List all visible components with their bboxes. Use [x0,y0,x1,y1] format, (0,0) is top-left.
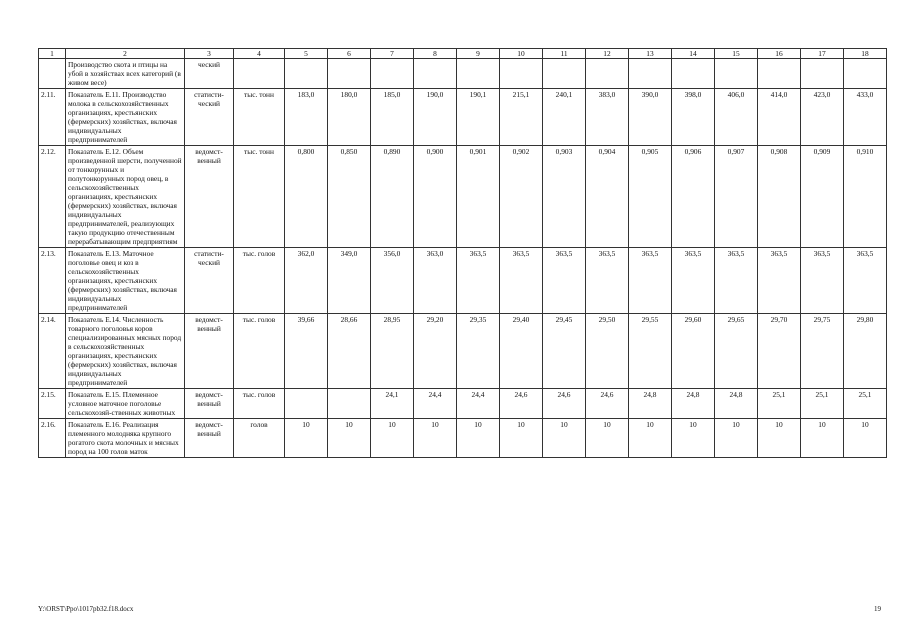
header-cell: 10 [500,49,543,59]
value-cell: 190,0 [414,89,457,146]
data-source: статисти-ческий [185,89,234,146]
value-cell [285,59,328,89]
value-cell: 10 [586,419,629,458]
value-cell [414,59,457,89]
header-cell: 1 [39,49,66,59]
value-cell: 349,0 [328,248,371,314]
header-cell: 3 [185,49,234,59]
value-cell: 28,66 [328,314,371,389]
unit-of-measure: тыс. голов [234,314,285,389]
data-source: ческий [185,59,234,89]
value-cell: 0,902 [500,146,543,248]
value-cell: 185,0 [371,89,414,146]
value-cell: 398,0 [672,89,715,146]
indicator-name: Производство скота и птицы на убой в хозяйствах всех категорий (в живом весе) [66,59,185,89]
value-cell: 24,4 [414,389,457,419]
value-cell [457,59,500,89]
value-cell: 363,5 [629,248,672,314]
value-cell: 29,55 [629,314,672,389]
value-cell: 10 [672,419,715,458]
value-cell: 29,40 [500,314,543,389]
unit-of-measure: тыс. голов [234,389,285,419]
table-body [39,59,887,458]
table-row [39,314,887,389]
value-cell: 29,65 [715,314,758,389]
value-cell: 406,0 [715,89,758,146]
data-source: статисти-ческий [185,248,234,314]
value-cell: 0,850 [328,146,371,248]
row-number: 2.14. [39,314,66,389]
value-cell: 0,907 [715,146,758,248]
value-cell: 356,0 [371,248,414,314]
header-cell: 17 [801,49,844,59]
row-number: 2.16. [39,419,66,458]
value-cell [328,389,371,419]
data-source: ведомст-венный [185,146,234,248]
indicator-name: Показатель Е.12. Объем произведенной шерсти, полученной от тонкорунных и полутонкорунных пород овец, в сельскохозяйственных организациях, крестьянских (фермерских) хозяйствах, включая индивидуальных предпринимателей, реализующих такую продукцию отечественным перерабатывающим предприятиям [66,146,185,248]
row-number: 2.13. [39,248,66,314]
value-cell: 10 [371,419,414,458]
value-cell: 29,35 [457,314,500,389]
value-cell: 423,0 [801,89,844,146]
value-cell: 24,6 [543,389,586,419]
value-cell [801,59,844,89]
value-cell: 39,66 [285,314,328,389]
indicator-name: Показатель Е.14. Численность товарного поголовья коров специализированных мясных пород в сельскохозяйственных организациях, крестьянских (фермерских) хозяйствах, включая индивидуальных предпринимателей [66,314,185,389]
header-cell: 16 [758,49,801,59]
row-number: 2.15. [39,389,66,419]
value-cell [586,59,629,89]
value-cell: 363,5 [844,248,887,314]
value-cell [328,59,371,89]
data-source: ведомст-венный [185,389,234,419]
row-number: 2.11. [39,89,66,146]
header-cell: 6 [328,49,371,59]
file-path: Y:\ORST\Ppo\1017pb32.f18.docx [38,605,134,613]
value-cell: 414,0 [758,89,801,146]
value-cell: 25,1 [801,389,844,419]
value-cell: 0,800 [285,146,328,248]
table-row [39,89,887,146]
table-row [39,419,887,458]
value-cell: 240,1 [543,89,586,146]
header-cell: 7 [371,49,414,59]
value-cell: 0,901 [457,146,500,248]
data-source: ведомст-венный [185,314,234,389]
indicator-name: Показатель Е.15. Племенное условное маточное поголовье сельскохозяй-ственных животных [66,389,185,419]
value-cell: 362,0 [285,248,328,314]
value-cell [715,59,758,89]
value-cell: 10 [543,419,586,458]
value-cell: 0,910 [844,146,887,248]
value-cell [543,59,586,89]
row-number [39,59,66,89]
indicators-table [38,48,887,458]
value-cell: 29,20 [414,314,457,389]
value-cell: 10 [457,419,500,458]
value-cell: 363,5 [543,248,586,314]
value-cell: 0,904 [586,146,629,248]
value-cell: 215,1 [500,89,543,146]
header-cell: 12 [586,49,629,59]
value-cell: 363,5 [586,248,629,314]
header-cell: 2 [66,49,185,59]
value-cell: 10 [414,419,457,458]
header-cell: 5 [285,49,328,59]
value-cell: 24,4 [457,389,500,419]
value-cell [672,59,715,89]
header-cell: 9 [457,49,500,59]
value-cell: 25,1 [758,389,801,419]
value-cell [844,59,887,89]
unit-of-measure: тыс. голов [234,248,285,314]
value-cell: 24,8 [715,389,758,419]
value-cell: 24,8 [672,389,715,419]
header-cell: 15 [715,49,758,59]
unit-of-measure: голов [234,419,285,458]
value-cell [500,59,543,89]
value-cell: 0,909 [801,146,844,248]
value-cell: 190,1 [457,89,500,146]
header-cell: 14 [672,49,715,59]
value-cell: 10 [715,419,758,458]
value-cell: 29,80 [844,314,887,389]
value-cell: 180,0 [328,89,371,146]
row-number: 2.12. [39,146,66,248]
value-cell: 390,0 [629,89,672,146]
value-cell: 25,1 [844,389,887,419]
value-cell [285,389,328,419]
value-cell: 363,5 [801,248,844,314]
value-cell: 24,6 [500,389,543,419]
page-number: 19 [874,605,881,613]
value-cell: 363,5 [758,248,801,314]
value-cell: 10 [629,419,672,458]
indicator-name: Показатель Е.16. Реализация племенного молодняка крупного рогатого скота молочных и мясных пород на 100 голов маток [66,419,185,458]
table-row [39,248,887,314]
unit-of-measure [234,59,285,89]
value-cell: 183,0 [285,89,328,146]
value-cell: 29,70 [758,314,801,389]
value-cell: 10 [844,419,887,458]
value-cell: 0,900 [414,146,457,248]
table-row [39,146,887,248]
header-cell: 4 [234,49,285,59]
value-cell: 10 [801,419,844,458]
value-cell [371,59,414,89]
value-cell: 29,75 [801,314,844,389]
value-cell: 0,905 [629,146,672,248]
header-cell: 11 [543,49,586,59]
value-cell [629,59,672,89]
value-cell: 0,890 [371,146,414,248]
value-cell: 383,0 [586,89,629,146]
value-cell: 10 [285,419,328,458]
header-cell: 8 [414,49,457,59]
value-cell: 24,8 [629,389,672,419]
value-cell: 29,45 [543,314,586,389]
value-cell [758,59,801,89]
value-cell: 0,908 [758,146,801,248]
indicator-name: Показатель Е.13. Маточное поголовье овец и коз в сельскохозяйственных организациях, крестьянских (фермерских) хозяйствах, включая индивидуальных предпринимателей [66,248,185,314]
table-row [39,389,887,419]
header-row [39,49,887,59]
unit-of-measure: тыс. тонн [234,89,285,146]
value-cell: 0,906 [672,146,715,248]
value-cell: 24,1 [371,389,414,419]
value-cell: 29,60 [672,314,715,389]
indicator-name: Показатель Е.11. Производство молока в сельскохозяйственных организациях, крестьянских (фермерских) хозяйствах, включая индивидуальных предпринимателей [66,89,185,146]
value-cell: 363,5 [457,248,500,314]
value-cell: 363,0 [414,248,457,314]
value-cell: 433,0 [844,89,887,146]
data-source: ведомст-венный [185,419,234,458]
value-cell: 363,5 [672,248,715,314]
unit-of-measure: тыс. тонн [234,146,285,248]
table-row [39,59,887,89]
value-cell: 24,6 [586,389,629,419]
value-cell: 363,5 [715,248,758,314]
value-cell: 29,50 [586,314,629,389]
value-cell: 10 [328,419,371,458]
value-cell: 0,903 [543,146,586,248]
value-cell: 10 [500,419,543,458]
value-cell: 10 [758,419,801,458]
header-cell: 13 [629,49,672,59]
value-cell: 28,95 [371,314,414,389]
header-cell: 18 [844,49,887,59]
value-cell: 363,5 [500,248,543,314]
